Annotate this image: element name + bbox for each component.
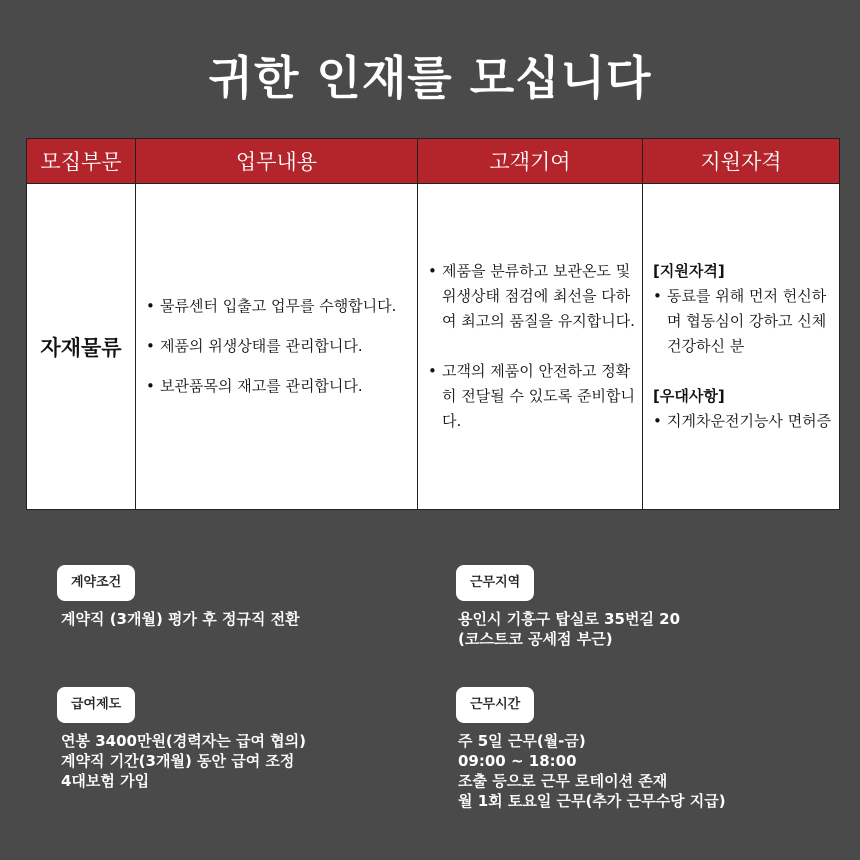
table-header-row xyxy=(27,139,840,184)
location-text: 용인시 기흥구 탑실로 35번길 20 (코스트코 공세점 부근) xyxy=(458,610,681,648)
list-item: • 보관품목의 재고를 관리합니다. xyxy=(146,374,411,399)
list-item: • 지게차운전기능사 면허증 xyxy=(653,409,835,434)
list-item: • 물류센터 입출고 업무를 수행합니다. xyxy=(146,294,411,319)
location-badge: 근무지역 xyxy=(456,565,534,601)
list-item: • 고객의 제품이 안전하고 정확히 전달될 수 있도록 준비합니다. xyxy=(428,359,636,434)
page-title: 귀한 인재를 모십니다 xyxy=(208,51,652,105)
salary-badge: 급여제도 xyxy=(57,687,135,723)
duties-cell xyxy=(136,184,418,510)
list-item: • 동료를 위해 먼저 헌신하며 협동심이 강하고 신체 건강하신 분 xyxy=(653,284,835,359)
contract-text: 계약직 (3개월) 평가 후 정규직 전환 xyxy=(61,610,300,628)
contribution-cell xyxy=(418,184,643,510)
list-item: • 제품의 위생상태를 관리합니다. xyxy=(146,334,411,359)
department-cell: 자재물류 xyxy=(27,184,136,510)
job-table xyxy=(26,138,840,510)
header-department: 모집부문 xyxy=(27,139,136,184)
hours-badge: 근무시간 xyxy=(456,687,534,723)
duties-list xyxy=(136,294,417,399)
hours-text: 주 5일 근무(월-금) 09:00 ~ 18:00 조출 등으로 근무 로테이션 존재 월 1회 토요일 근무(추가 근무수당 지급) xyxy=(458,732,726,810)
list-item: • 제품을 분류하고 보관온도 및 위생상태 점검에 최선을 다하여 최고의 품질을 유지합니다. xyxy=(428,259,636,334)
header-contribution: 고객기여 xyxy=(418,139,643,184)
required-heading: [지원자격] xyxy=(653,262,725,280)
header-qualification: 지원자격 xyxy=(643,139,840,184)
preferred-list xyxy=(653,409,835,434)
header-duties: 업무내용 xyxy=(136,139,418,184)
contract-badge: 계약조건 xyxy=(57,565,135,601)
salary-text: 연봉 3400만원(경력자는 급여 협의) 계약직 기간(3개월) 동안 급여 조정 4대보험 가입 xyxy=(61,732,307,790)
preferred-heading: [우대사항] xyxy=(653,387,725,405)
qualification-cell xyxy=(643,184,840,510)
required-list xyxy=(653,284,835,359)
table-row xyxy=(27,184,840,510)
contribution-list xyxy=(418,259,642,434)
